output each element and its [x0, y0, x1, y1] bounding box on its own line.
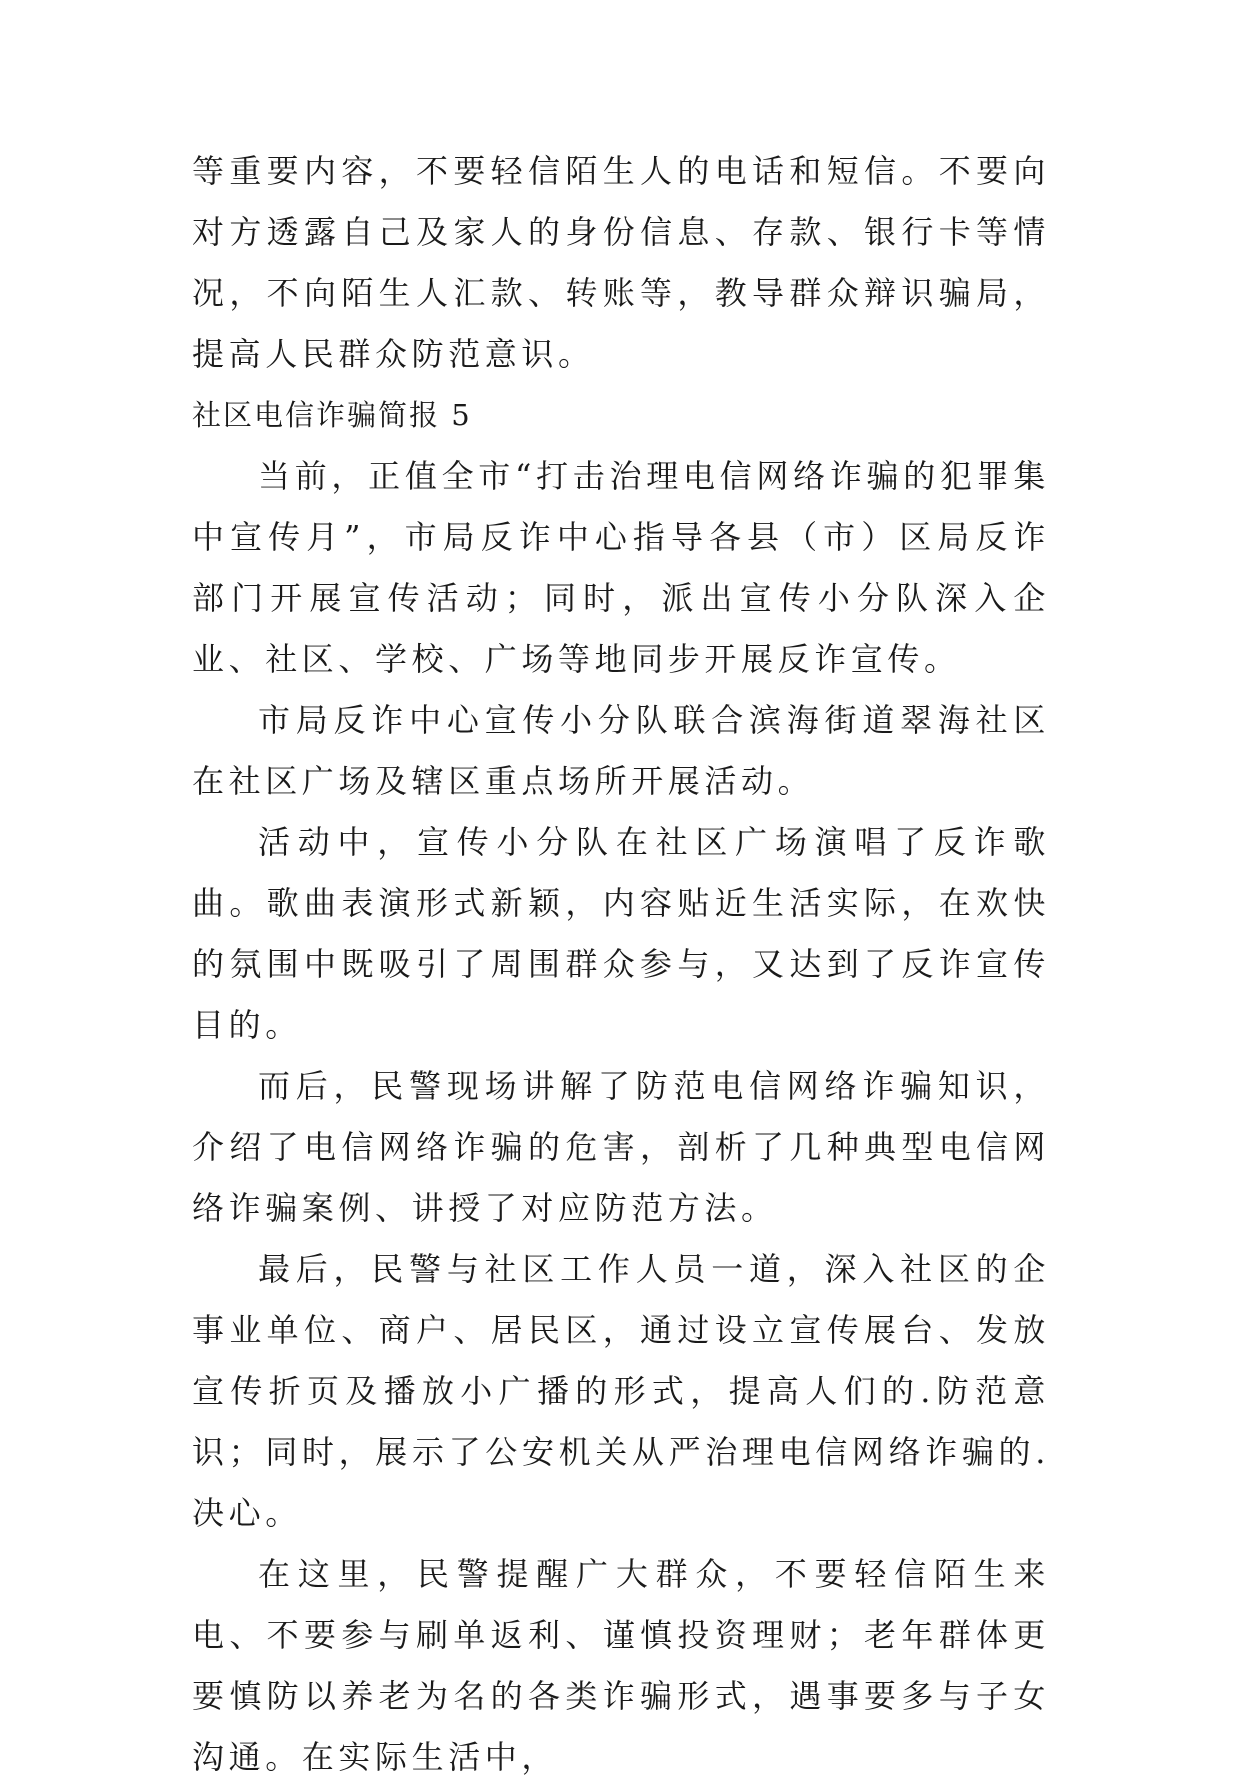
paragraph-5: 最后，民警与社区工作人员一道，深入社区的企事业单位、商户、居民区，通过设立宣传展台、发放宣传折页及播放小广播的形式，提高人们的.防范意识；同时，展示了公安机关从严治理电信网络诈骗的.决心。 [192, 1250, 1050, 1532]
paragraph-2: 市局反诈中心宣传小分队联合滨海街道翠海社区在社区广场及辖区重点场所开展活动。 [192, 701, 1050, 800]
document-body [192, 141, 1050, 1788]
section-heading: 社区电信诈骗简报 5 [192, 398, 472, 432]
continuation-paragraph: 等重要内容，不要轻信陌生人的电话和短信。不要向对方透露自己及家人的身份信息、存款、银行卡等情况，不向陌生人汇款、转账等，教导群众辩识骗局，提高人民群众防范意识。 [192, 152, 1050, 373]
paragraph-1: 当前，正值全市“打击治理电信网络诈骗的犯罪集中宣传月”，市局反诈中心指导各县（市）区局反诈部门开展宣传活动；同时，派出宣传小分队深入企业、社区、学校、广场等地同步开展反诈宣传。 [192, 457, 1050, 678]
paragraph-3: 活动中，宣传小分队在社区广场演唱了反诈歌曲。歌曲表演形式新颖，内容贴近生活实际，在欢快的氛围中既吸引了周围群众参与，又达到了反诈宣传目的。 [192, 823, 1050, 1044]
paragraph-4: 而后，民警现场讲解了防范电信网络诈骗知识，介绍了电信网络诈骗的危害，剖析了几种典型电信网络诈骗案例、讲授了对应防范方法。 [192, 1067, 1050, 1227]
paragraph-6: 在这里，民警提醒广大群众，不要轻信陌生来电、不要参与刷单返利、谨慎投资理财；老年群体更要慎防以养老为名的各类诈骗形式，遇事要多与子女沟通。在实际生活中， [192, 1555, 1050, 1776]
